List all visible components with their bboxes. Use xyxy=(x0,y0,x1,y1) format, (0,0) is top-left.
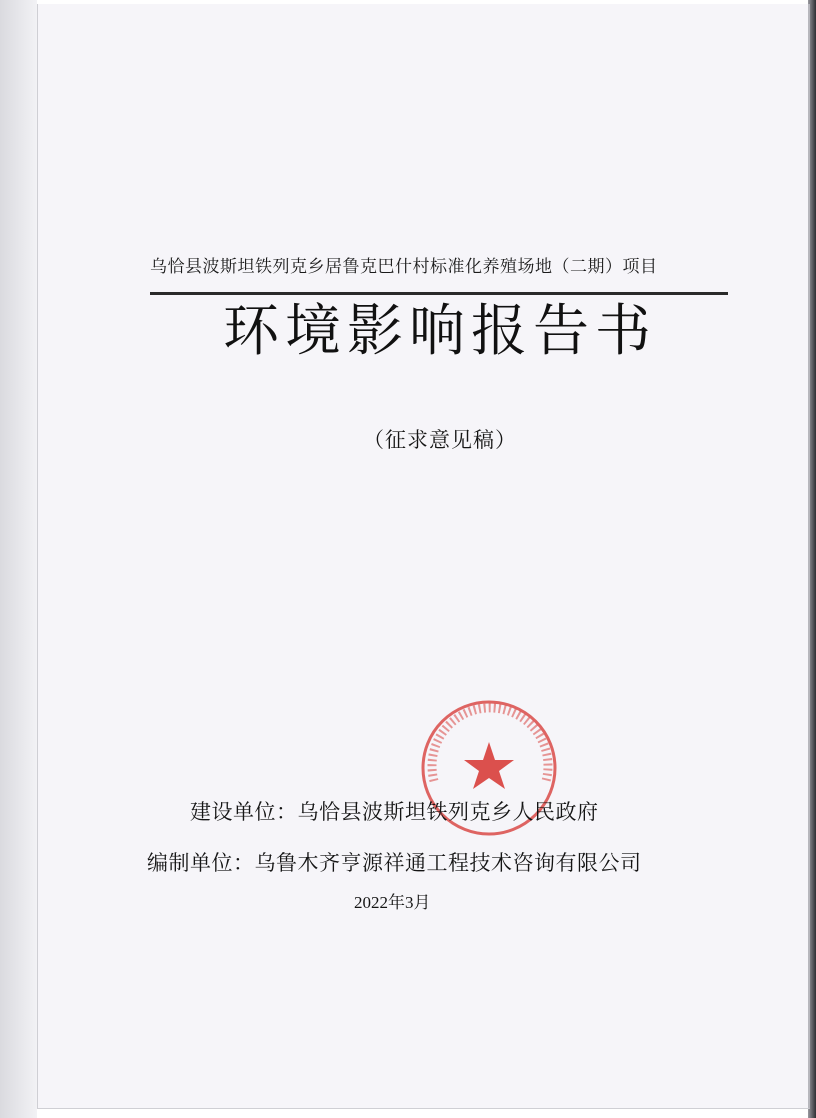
compiler-label: 编制单位： xyxy=(147,851,255,875)
project-title: 乌恰县波斯坦铁列克乡居鲁克巴什村标准化养殖场地（二期）项目 xyxy=(150,257,658,277)
document-page xyxy=(37,4,810,1109)
title-divider xyxy=(150,292,728,295)
document-date: 2022年3月 xyxy=(354,893,431,912)
compiler-value: 乌鲁木齐亨源祥通工程技术咨询有限公司 xyxy=(254,851,642,875)
scan-edge-left xyxy=(0,0,37,1118)
compiler-line xyxy=(147,847,642,877)
star-icon xyxy=(464,742,514,789)
draft-note: （征求意见稿） xyxy=(363,428,517,452)
builder-value: 乌恰县波斯坦铁列克乡人民政府 xyxy=(297,800,599,824)
builder-label: 建设单位： xyxy=(190,800,298,824)
report-title: 环境影响报告书 xyxy=(223,299,657,364)
builder-line xyxy=(190,796,599,826)
